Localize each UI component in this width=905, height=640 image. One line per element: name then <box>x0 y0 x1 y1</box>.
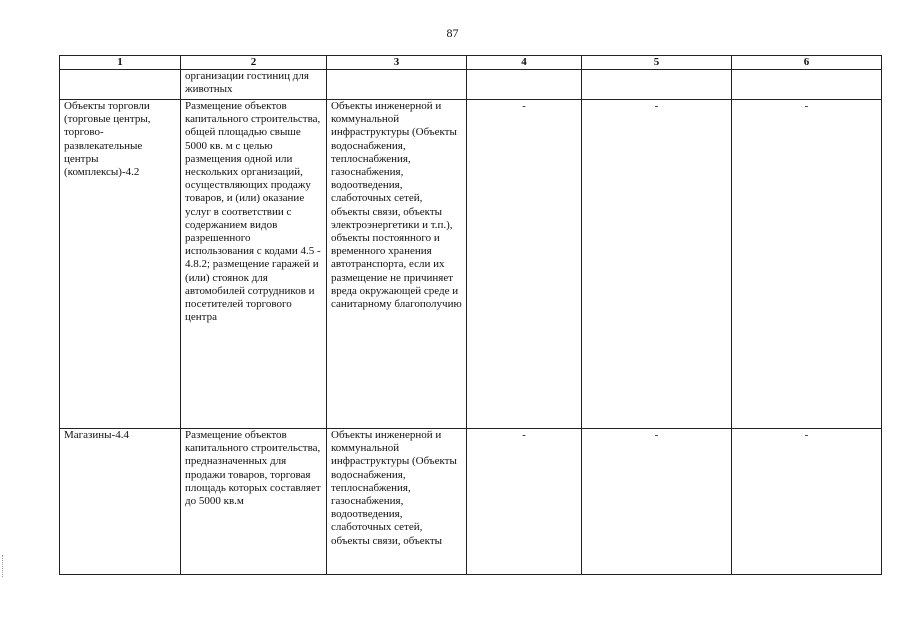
scan-edge-mark <box>2 555 9 577</box>
cell-use-name <box>60 70 181 100</box>
zoning-table <box>59 55 882 575</box>
column-header-4: 4 <box>467 56 582 70</box>
cell-col5: - <box>582 429 732 575</box>
table-header-row <box>60 56 882 70</box>
column-header-5: 5 <box>582 56 732 70</box>
cell-use-name: Магазины-4.4 <box>60 429 181 575</box>
cell-col5: - <box>582 100 732 429</box>
cell-col6: - <box>732 100 882 429</box>
cell-col4: - <box>467 100 582 429</box>
column-header-6: 6 <box>732 56 882 70</box>
cell-auxiliary-uses: Объекты инженерной и коммунальной инфраструктуры (Объекты водоснабжения, теплоснабжения, газоснабжения, водоотведения, слаботочных сетей, объекты связи, объекты <box>327 429 467 575</box>
table-row <box>60 70 882 100</box>
cell-use-name: Объекты торговли (торговые центры, торгово-развлекательные центры (комплексы)-4.2 <box>60 100 181 429</box>
table-row <box>60 429 882 575</box>
cell-col4 <box>467 70 582 100</box>
table-row <box>60 100 882 429</box>
cell-auxiliary-uses <box>327 70 467 100</box>
cell-auxiliary-uses: Объекты инженерной и коммунальной инфраструктуры (Объекты водоснабжения, теплоснабжения, газоснабжения, водоотведения, слаботочных сетей, объекты связи, объекты электроэнергетики и т.п.), объекты постоянного и временного хранения автотранспорта, если их размещение не причиняет вреда окружающей среде и санитарному благополучию <box>327 100 467 429</box>
cell-use-description: организации гостиниц для животных <box>181 70 327 100</box>
cell-col5 <box>582 70 732 100</box>
cell-col6 <box>732 70 882 100</box>
cell-col6: - <box>732 429 882 575</box>
column-header-1: 1 <box>60 56 181 70</box>
cell-use-description: Размещение объектов капитального строительства, общей площадью свыше 5000 кв. м с целью размещения одной или нескольких организаций, осуществляющих продажу товаров, и (или) оказание услуг в соответствии с содержанием видов разрешенного использования с кодами 4.5 - 4.8.2; размещение гаражей и (или) стоянок для автомобилей сотрудников и посетителей торгового центра <box>181 100 327 429</box>
column-header-3: 3 <box>327 56 467 70</box>
cell-use-description: Размещение объектов капитального строительства, предназначенных для продажи товаров, торговая площадь которых составляет до 5000 кв.м <box>181 429 327 575</box>
column-header-2: 2 <box>181 56 327 70</box>
cell-col4: - <box>467 429 582 575</box>
page-number: 87 <box>446 26 459 40</box>
